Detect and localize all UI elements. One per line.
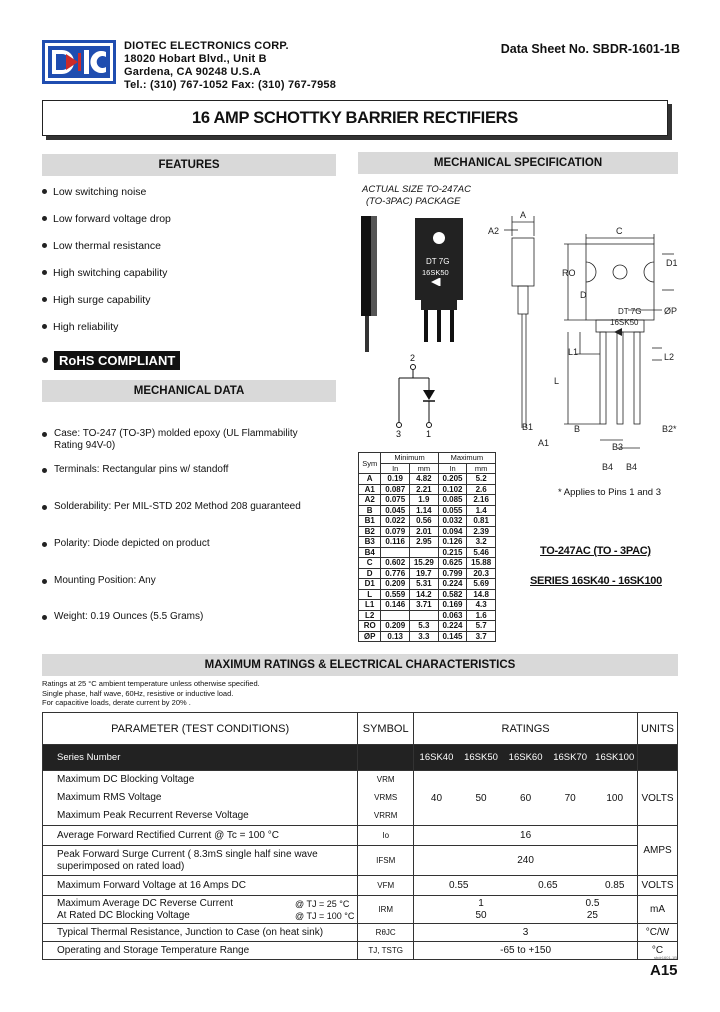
dim-value	[410, 610, 439, 621]
dim-value: 15.88	[467, 558, 496, 569]
dim-value: 0.126	[438, 537, 467, 548]
voltage-value: 70	[564, 792, 576, 804]
dim-value: 0.169	[438, 600, 467, 611]
dim-value: 5.3	[410, 621, 439, 632]
document-code: sbdr1601-1B	[654, 955, 677, 960]
ratings-header-row	[43, 713, 678, 745]
company-name: DIOTEC ELECTRONICS CORP.	[124, 40, 289, 52]
ifsm-value: 240	[414, 846, 638, 876]
dim-value: 5.46	[467, 547, 496, 558]
dim-value: 0.063	[438, 610, 467, 621]
dim-value: 0.81	[467, 516, 496, 527]
dim-value: 0.045	[381, 505, 410, 516]
features-heading: FEATURES	[42, 154, 336, 176]
dim-symbol: ØP	[359, 631, 381, 642]
rth-unit: °C/W	[638, 924, 678, 942]
vfm-values	[414, 880, 637, 891]
dim-value	[381, 547, 410, 558]
ir-value: 1	[478, 897, 484, 909]
feature-item: Low switching noise	[42, 186, 146, 198]
dim-value: 0.56	[410, 516, 439, 527]
dim-value: 0.602	[381, 558, 410, 569]
dim-A1: A1	[538, 438, 550, 448]
param-ir-line2: At Rated DC Blocking Voltage	[57, 909, 190, 921]
dim-value: 3.2	[467, 537, 496, 548]
actual-size-label: ACTUAL SIZE TO-247AC	[362, 184, 471, 195]
dim-value: 2.39	[467, 526, 496, 537]
dim-value: 0.209	[381, 579, 410, 590]
mechanical-data-heading: MECHANICAL DATA	[42, 380, 336, 402]
pins-note: * Applies to Pins 1 and 3	[558, 487, 661, 498]
condition-line: For capacitive loads, derate current by 20% .	[42, 698, 191, 707]
dim-table-row	[359, 474, 496, 485]
company-address-2: Gardena, CA 90248 U.S.A	[124, 66, 261, 78]
units-header: UNITS	[638, 713, 678, 745]
vfm-unit: VOLTS	[638, 876, 678, 896]
dim-value: 2.01	[410, 526, 439, 537]
dim-value: 5.69	[467, 579, 496, 590]
condition-line: Single phase, half wave, 60Hz, resistive or inductive load.	[42, 688, 234, 698]
param-vrrm: Maximum Peak Recurrent Reverse Voltage	[57, 810, 249, 821]
dim-part-mark-2: 16SK50	[610, 318, 639, 327]
pin-label-1: 1	[426, 429, 432, 439]
voltage-rows	[43, 771, 678, 826]
dim-value: 0.625	[438, 558, 467, 569]
symbol-io: Io	[358, 826, 414, 846]
condition-line: Ratings at 25 °C ambient temperature unless otherwise specified.	[42, 679, 260, 688]
dim-value: 0.19	[381, 474, 410, 485]
vfm-value: 0.65	[538, 880, 558, 891]
series-number: 16SK60	[508, 752, 543, 763]
dim-value: 4.3	[467, 600, 496, 611]
dim-symbol: D1	[359, 579, 381, 590]
unit-mm: mm	[467, 463, 496, 474]
dim-symbol: L2	[359, 610, 381, 621]
dim-table-row	[359, 526, 496, 537]
dim-P: ØP	[664, 306, 678, 316]
dim-symbol: C	[359, 558, 381, 569]
dim-A: A	[520, 210, 527, 220]
vfm-row	[43, 876, 678, 896]
dim-B3: B3	[612, 442, 624, 452]
dim-table-row	[359, 505, 496, 516]
series-row	[43, 745, 678, 771]
part-mark-1: DT 7G	[426, 257, 450, 266]
volts-unit: VOLTS	[638, 771, 678, 826]
dim-table-row	[359, 568, 496, 579]
dim-table-row	[359, 516, 496, 527]
dim-value: 20.3	[467, 568, 496, 579]
dim-L: L	[554, 376, 560, 386]
series-number: 16SK70	[553, 752, 588, 763]
dim-value: 0.087	[381, 484, 410, 495]
dim-symbol: A1	[359, 484, 381, 495]
param-vrm: Maximum DC Blocking Voltage	[57, 774, 195, 785]
dim-B1: B1	[522, 422, 534, 432]
dim-value: 0.116	[381, 537, 410, 548]
part-mark-2: 16SK50	[422, 268, 449, 277]
dim-symbol: B4	[359, 547, 381, 558]
dim-value: 0.145	[438, 631, 467, 642]
voltage-value: 50	[475, 792, 487, 804]
series-range-label: SERIES 16SK40 - 16SK100	[530, 575, 662, 587]
symbol-vrm: VRM	[376, 775, 395, 784]
dim-value: 0.209	[381, 621, 410, 632]
dim-value: 1.14	[410, 505, 439, 516]
dim-value: 2.6	[467, 484, 496, 495]
dim-value	[381, 610, 410, 621]
dim-value: 0.224	[438, 579, 467, 590]
ratings-header: RATINGS	[414, 713, 638, 745]
dim-symbol: A	[359, 474, 381, 485]
symbol-vrms: VRMS	[374, 793, 398, 802]
symbol-vrrm: VRRM	[373, 811, 398, 820]
dim-value: 0.022	[381, 516, 410, 527]
dim-B4b: B4	[626, 462, 638, 472]
dim-symbol: L	[359, 589, 381, 600]
pin-label-2: 2	[410, 353, 416, 363]
ifsm-row	[43, 846, 678, 876]
rohs-badge: RoHS COMPLIANT	[42, 349, 180, 371]
dim-value: 5.7	[467, 621, 496, 632]
dim-table-row	[359, 579, 496, 590]
dim-value: 0.075	[381, 495, 410, 506]
dim-symbol: B1	[359, 516, 381, 527]
dim-B: B	[574, 424, 581, 434]
dim-value: 5.31	[410, 579, 439, 590]
ir-values-25c	[414, 898, 637, 910]
parameter-header: PARAMETER (TEST CONDITIONS)	[43, 713, 358, 745]
package-actual-size-drawing	[355, 210, 470, 440]
mech-data-item: Solderability: Per MIL-STD 202 Method 208 guaranteed	[42, 501, 342, 513]
mech-data-item: Weight: 0.19 Ounces (5.5 Grams)	[42, 611, 342, 623]
param-ir-line1: Maximum Average DC Reverse Current	[57, 897, 233, 909]
dim-value: 0.102	[438, 484, 467, 495]
dim-sym-header: Sym	[359, 453, 381, 474]
company-address-1: 18020 Hobart Blvd., Unit B	[124, 53, 267, 65]
ir-unit: mA	[638, 896, 678, 924]
series-label: Series Number	[43, 745, 358, 771]
dim-B4a: B4	[602, 462, 614, 472]
dim-value: 0.13	[381, 631, 410, 642]
dim-value: 14.2	[410, 589, 439, 600]
ratings-heading: MAXIMUM RATINGS & ELECTRICAL CHARACTERISTICS	[42, 654, 678, 676]
dim-value: 14.8	[467, 589, 496, 600]
dim-value: 0.776	[381, 568, 410, 579]
unit-in: In	[381, 463, 410, 474]
temp-unit: °C	[638, 942, 678, 960]
dim-table-row	[359, 547, 496, 558]
ir-row	[43, 896, 678, 924]
feature-item: High reliability	[42, 321, 118, 333]
dim-value: 0.094	[438, 526, 467, 537]
mech-data-item: Polarity: Diode depicted on product	[42, 538, 342, 550]
page-number: A15	[650, 962, 678, 979]
param-ifsm-line2: superimposed on rated load)	[57, 860, 185, 872]
rth-value: 3	[414, 924, 638, 942]
dim-value: 19.7	[410, 568, 439, 579]
temp-value: -65 to +150	[414, 942, 638, 960]
dim-table-row	[359, 610, 496, 621]
dim-table-row	[359, 495, 496, 506]
company-phone: Tel.: (310) 767-1052 Fax: (310) 767-7958	[124, 79, 337, 91]
dim-value: 1.6	[467, 610, 496, 621]
dim-value: 0.799	[438, 568, 467, 579]
dim-symbol: B	[359, 505, 381, 516]
dim-value: 3.3	[410, 631, 439, 642]
param-vfm: Maximum Forward Voltage at 16 Amps DC	[43, 876, 358, 896]
rth-row	[43, 924, 678, 942]
dim-RO: RO	[562, 268, 576, 278]
temp-row	[43, 942, 678, 960]
package-label: (TO-3PAC) PACKAGE	[366, 196, 461, 207]
voltage-values	[414, 793, 637, 804]
ir-value: 25	[586, 909, 598, 921]
param-io: Average Forward Rectified Current @ Tc = 100 °C	[43, 826, 358, 846]
dim-B2: B2*	[662, 424, 677, 434]
feature-item: High surge capability	[42, 294, 150, 306]
ir-value: 0.5	[585, 897, 600, 909]
param-rth: Typical Thermal Resistance, Junction to Case (on heat sink)	[43, 924, 358, 942]
dim-value: 0.032	[438, 516, 467, 527]
dim-value: 2.95	[410, 537, 439, 548]
dim-value: 0.215	[438, 547, 467, 558]
mechanical-spec-heading: MECHANICAL SPECIFICATION	[358, 152, 678, 174]
dim-part-mark-1: DT 7G	[618, 307, 642, 316]
dim-value: 0.055	[438, 505, 467, 516]
amps-unit: AMPS	[638, 826, 678, 876]
ir-values-100c	[414, 910, 637, 922]
symbol-rth: RθJC	[358, 924, 414, 942]
dim-value: 2.21	[410, 484, 439, 495]
dim-symbol: B2	[359, 526, 381, 537]
series-number: 16SK40	[419, 752, 454, 763]
feature-item: Low forward voltage drop	[42, 213, 171, 225]
unit-mm: mm	[410, 463, 439, 474]
dim-D: D	[580, 290, 587, 300]
feature-item: Low thermal resistance	[42, 240, 161, 252]
ir-condition-2: @ TJ = 100 °C	[295, 911, 355, 921]
dim-value: 4.82	[410, 474, 439, 485]
dim-value: 0.085	[438, 495, 467, 506]
symbol-vfm: VFM	[358, 876, 414, 896]
dim-max-header: Maximum	[438, 453, 495, 464]
dim-value: 0.079	[381, 526, 410, 537]
io-value: 16	[414, 826, 638, 846]
param-temp: Operating and Storage Temperature Range	[43, 942, 358, 960]
dim-symbol: A2	[359, 495, 381, 506]
dim-value: 2.16	[467, 495, 496, 506]
dim-L2: L2	[664, 352, 675, 362]
mech-data-item: Terminals: Rectangular pins w/ standoff	[42, 464, 342, 476]
series-number: 16SK100	[595, 752, 635, 763]
dim-value: 0.224	[438, 621, 467, 632]
mech-data-item: Mounting Position: Any	[42, 575, 342, 587]
dim-value: 1.9	[410, 495, 439, 506]
series-number: 16SK50	[464, 752, 498, 763]
dim-table-row	[359, 558, 496, 569]
dim-table-row	[359, 537, 496, 548]
ir-value: 50	[475, 909, 487, 921]
dim-table-row	[359, 600, 496, 611]
dim-C: C	[616, 226, 623, 236]
dim-value	[410, 547, 439, 558]
dim-L1: L1	[568, 347, 579, 357]
dim-value: 3.7	[467, 631, 496, 642]
ratings-table	[42, 712, 678, 960]
voltage-value: 40	[430, 792, 443, 804]
dim-table-row	[359, 621, 496, 632]
dim-table-row	[359, 631, 496, 642]
dim-table-row	[359, 589, 496, 600]
dimension-table	[358, 452, 496, 642]
dim-value: 1.4	[467, 505, 496, 516]
dim-value: 0.582	[438, 589, 467, 600]
dim-value: 0.205	[438, 474, 467, 485]
vfm-value: 0.85	[604, 880, 625, 891]
vfm-value: 0.55	[449, 880, 469, 891]
voltage-value: 100	[606, 792, 624, 804]
datasheet-number: Data Sheet No. SBDR-1601-1B	[500, 42, 680, 56]
dim-D1: D1	[666, 258, 678, 268]
dim-value: 0.559	[381, 589, 410, 600]
symbol-ir: IRM	[358, 896, 414, 924]
dim-table-row	[359, 484, 496, 495]
dim-value: 5.2	[467, 474, 496, 485]
series-list	[414, 752, 637, 763]
dim-value: 3.71	[410, 600, 439, 611]
package-type-label: TO-247AC (TO - 3PAC)	[540, 545, 651, 557]
dim-symbol: D	[359, 568, 381, 579]
dim-value: 0.146	[381, 600, 410, 611]
dim-min-header: Minimum	[381, 453, 438, 464]
dim-A2: A2	[488, 226, 500, 236]
pin-label-3: 3	[396, 429, 402, 439]
feature-item: High switching capability	[42, 267, 167, 279]
diotec-logo	[42, 40, 116, 84]
symbol-ifsm: IFSM	[358, 846, 414, 876]
unit-in: In	[438, 463, 467, 474]
page-title: 16 AMP SCHOTTKY BARRIER RECTIFIERS	[42, 100, 668, 136]
dim-value: 15.29	[410, 558, 439, 569]
param-ifsm-line1: Peak Forward Surge Current ( 8.3mS single half sine wave	[57, 848, 318, 860]
ir-condition-1: @ TJ = 25 °C	[295, 899, 350, 909]
rating-conditions	[42, 679, 260, 708]
package-dimension-drawing	[476, 208, 680, 472]
io-row	[43, 826, 678, 846]
voltage-value: 60	[520, 792, 532, 804]
dim-symbol: L1	[359, 600, 381, 611]
symbol-header: SYMBOL	[358, 713, 414, 745]
dim-table-header-row	[359, 453, 496, 464]
symbol-temp: TJ, TSTG	[358, 942, 414, 960]
dim-symbol: RO	[359, 621, 381, 632]
mech-data-item: Case: TO-247 (TO-3P) molded epoxy (UL Flammability Rating 94V-0)	[42, 428, 342, 452]
param-vrms: Maximum RMS Voltage	[57, 792, 162, 803]
dim-symbol: B3	[359, 537, 381, 548]
